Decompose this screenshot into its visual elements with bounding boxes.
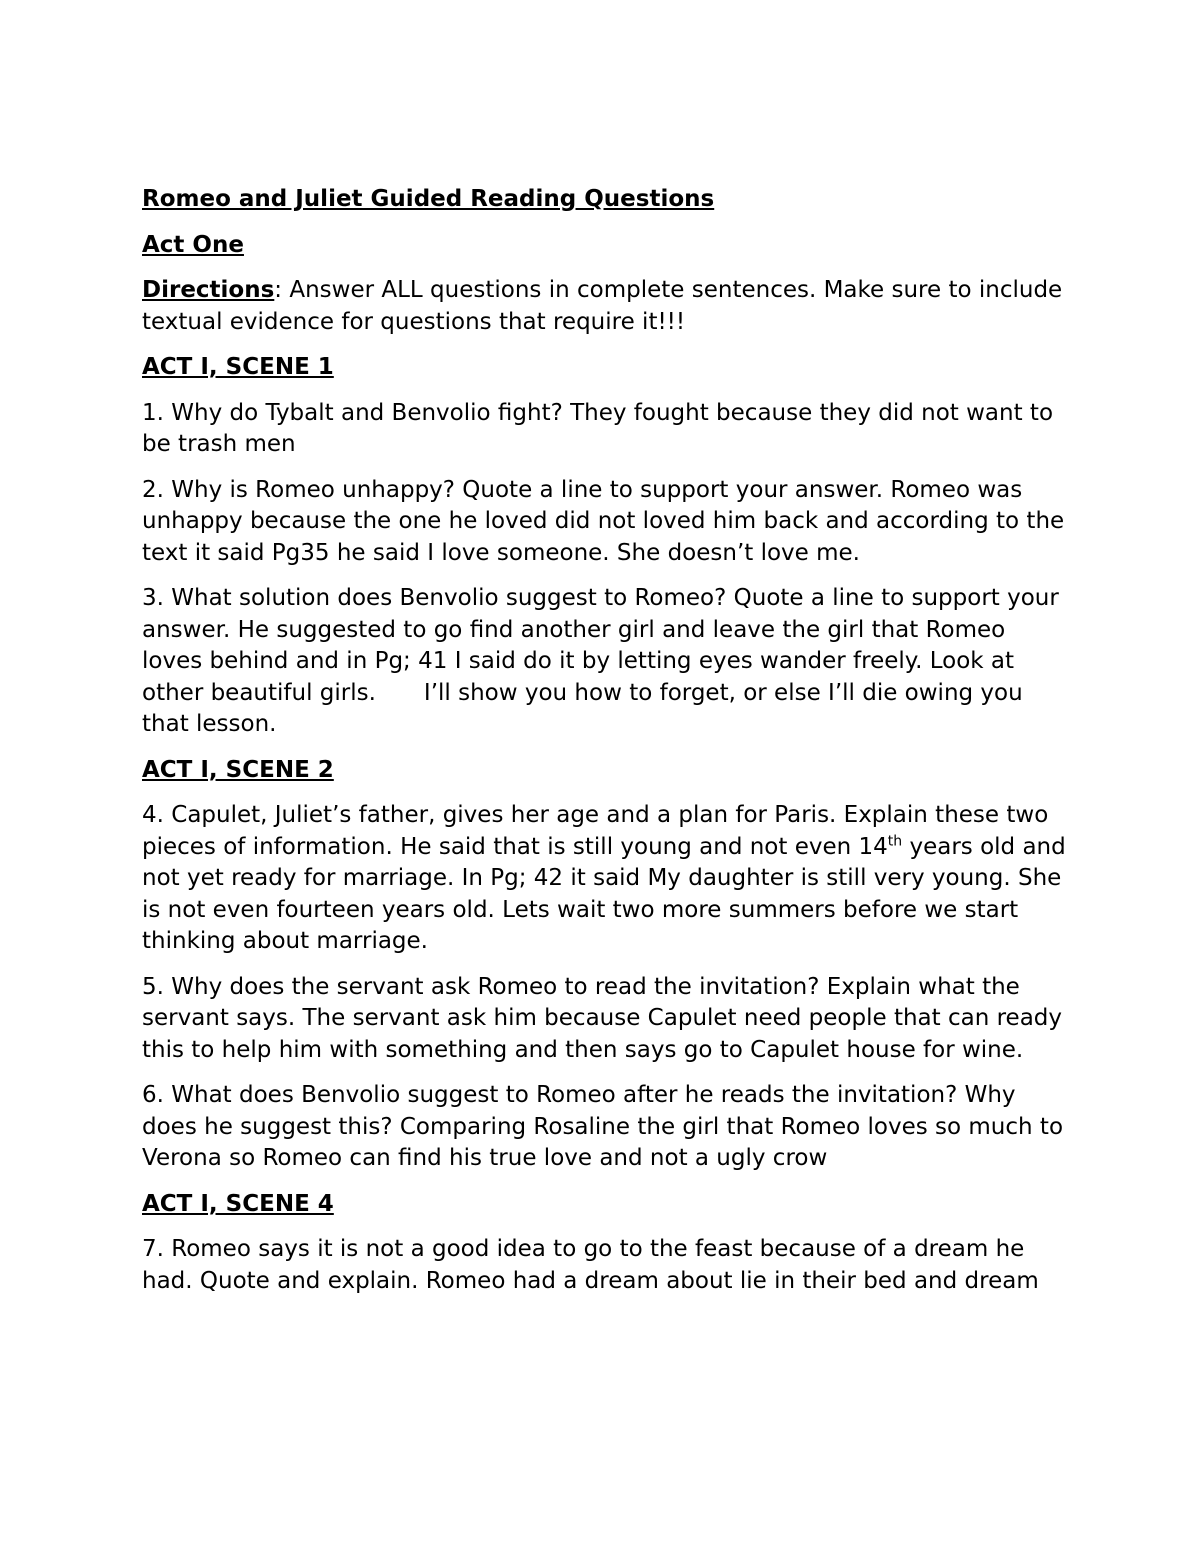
act-heading: Act One: [142, 231, 244, 258]
directions-label: Directions: [142, 277, 275, 303]
ordinal-superscript: th: [887, 832, 903, 849]
scene-heading: ACT I, SCENE 1: [142, 354, 334, 380]
question-5: 5. Why does the servant ask Romeo to read the invitation? Explain what the servant says. The servant ask him because Capulet need people that can ready this to help him with something and then says go to Capulet house for wine.: [142, 973, 1062, 1063]
question-3-quote: I’ll show you how to forget, or else I’ll die owing you that lesson.: [142, 679, 1023, 737]
directions-paragraph: [142, 275, 1072, 338]
document-page: [142, 184, 1072, 1311]
directions-text: : Answer ALL questions in complete sentences. Make sure to include textual evidence for questions that require it!!!: [142, 277, 1063, 335]
scene-heading: ACT I, SCENE 2: [142, 756, 334, 783]
scene-heading: ACT I, SCENE 4: [142, 1190, 334, 1217]
question-3-text: 3. What solution does Benvolio suggest to Romeo? Quote a line to support your answer. He suggested to go find another girl and leave the girl that Romeo loves behind and in Pg; 41 I said do it by letting eyes wander freely. Look at other beautiful girls.: [142, 585, 1059, 706]
question-7: 7. Romeo says it is not a good idea to go to the feast because of a dream he had. Quote and explain. Romeo had a dream about lie in their bed and dream: [142, 1236, 1039, 1294]
question-4-text: 4. Capulet, Juliet’s father, gives her age and a plan for Paris. Explain these two pieces of information. He said that is still young and not even 14: [142, 802, 1049, 860]
question-6: 6. What does Benvolio suggest to Romeo after he reads the invitation? Why does he suggest this? Comparing Rosaline the girl that Romeo loves so much to Verona so Romeo can find his true love and not a ugly crow: [142, 1082, 1064, 1171]
question-3: [142, 583, 1072, 741]
question-2: 2. Why is Romeo unhappy? Quote a line to support your answer. Romeo was unhappy because the one he loved did not loved him back and according to the text it said Pg35 he said I love someone. She doesn’t love me.: [142, 476, 1065, 566]
question-4: [142, 800, 1072, 958]
question-4-text-cont: years old and not yet ready for marriage. In Pg; 42 it said My daughter is still very young. She is not even fourteen years old. Lets wait two more summers before we start thinking about marriage.: [142, 833, 1066, 954]
document-title: Romeo and Juliet Guided Reading Questions: [142, 186, 715, 212]
question-1: 1. Why do Tybalt and Benvolio fight? They fought because they did not want to be trash men: [142, 399, 1054, 457]
